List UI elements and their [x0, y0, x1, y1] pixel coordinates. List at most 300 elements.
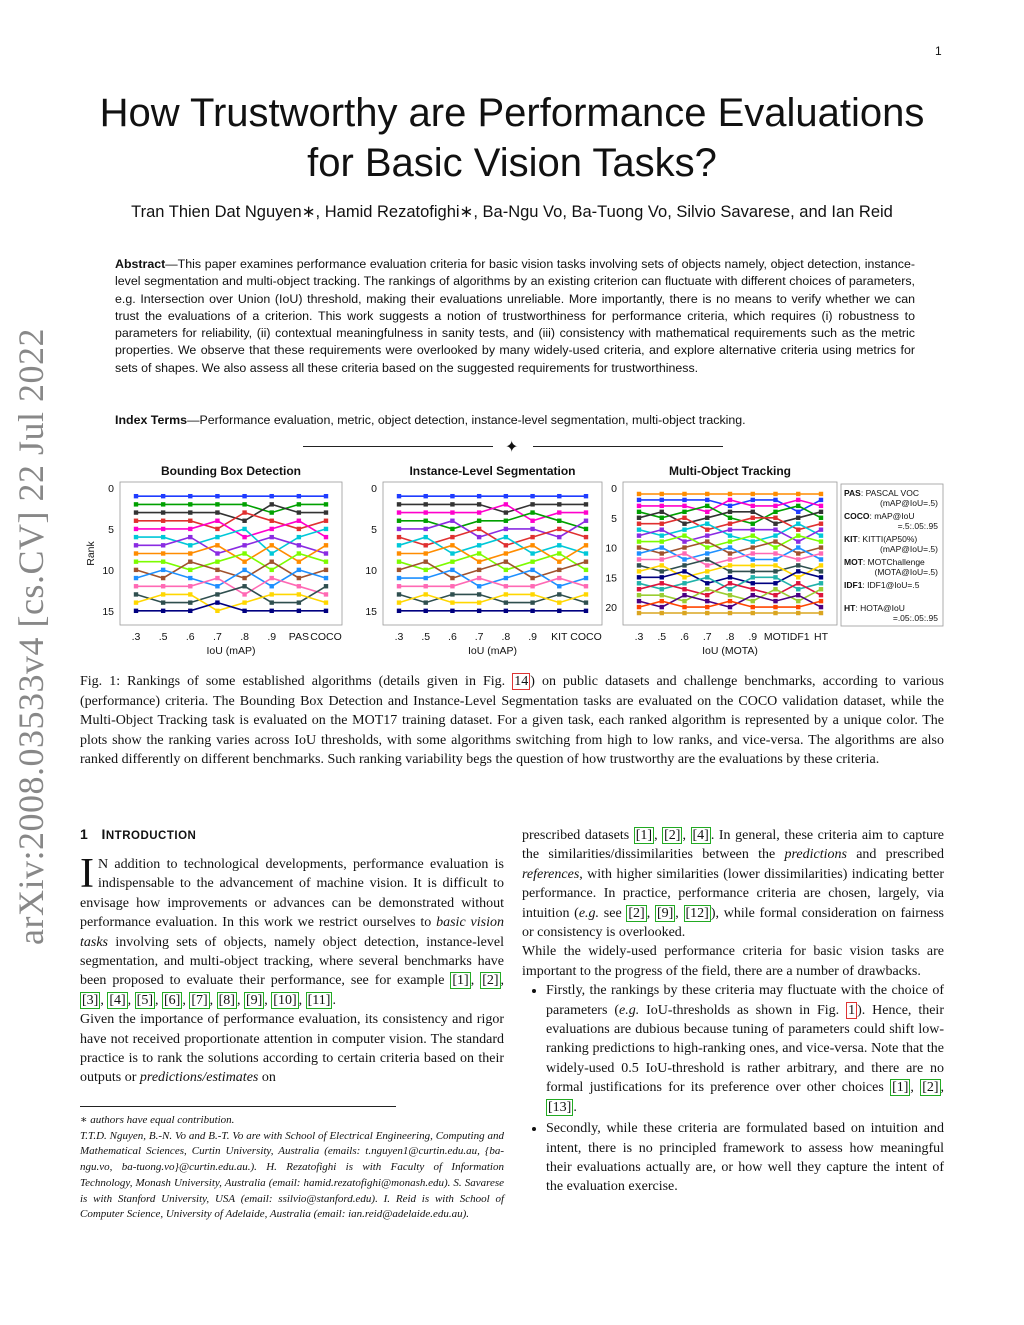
data-point [134, 551, 138, 555]
data-point [773, 569, 777, 573]
data-point [215, 519, 219, 523]
citation-2[interactable]: [2] [482, 973, 499, 989]
footnote-equal-contribution: ∗ authors have equal contribution. [80, 1114, 235, 1126]
data-point [660, 516, 664, 520]
data-point [682, 539, 686, 543]
data-point [424, 535, 428, 539]
data-point [637, 563, 641, 567]
data-point [530, 543, 534, 547]
citation[interactable]: [9] [656, 905, 674, 921]
data-point [297, 510, 301, 514]
data-point [397, 568, 401, 572]
data-point [773, 593, 777, 597]
data-point [773, 545, 777, 549]
data-point [134, 510, 138, 514]
data-point [504, 502, 508, 506]
data-point [188, 592, 192, 596]
data-point [705, 587, 709, 591]
figure-1-caption [80, 672, 944, 770]
data-point [504, 600, 508, 604]
y-tick-label: 20 [605, 602, 617, 615]
data-point [728, 581, 732, 585]
data-point [796, 563, 800, 567]
data-point [188, 609, 192, 613]
data-point [637, 557, 641, 561]
data-point [215, 543, 219, 547]
y-axis-label: Rank [85, 541, 97, 566]
data-point [557, 510, 561, 514]
data-point [161, 519, 165, 523]
data-point [477, 600, 481, 604]
index-terms [115, 413, 915, 427]
data-point [215, 584, 219, 588]
citation[interactable]: [2] [628, 905, 645, 921]
citation[interactable]: [13] [548, 1099, 572, 1115]
data-point [819, 557, 823, 561]
data-point [705, 522, 709, 526]
data-point [188, 494, 192, 498]
citation-4[interactable]: [4] [109, 992, 126, 1008]
data-point [188, 551, 192, 555]
data-point [728, 527, 732, 531]
x-tick-label: .8 [501, 631, 511, 643]
data-point [530, 609, 534, 613]
data-point [682, 522, 686, 526]
x-tick-label: IDF1 [786, 631, 810, 643]
data-point [819, 504, 823, 508]
data-point [751, 587, 755, 591]
data-point [134, 502, 138, 506]
data-point [270, 527, 274, 531]
legend-entry-detail: (mAP@IoU=.5) [880, 498, 938, 508]
data-point [324, 543, 328, 547]
legend-entry: KIT: KITTI(AP50%) [844, 534, 918, 544]
data-point [397, 551, 401, 555]
data-point [819, 545, 823, 549]
page-number: 1 [935, 44, 942, 58]
data-point [324, 559, 328, 563]
data-point [584, 494, 588, 498]
data-point [682, 498, 686, 502]
data-point [682, 551, 686, 555]
citation[interactable]: [12] [685, 905, 709, 921]
data-point [682, 563, 686, 567]
data-point [584, 551, 588, 555]
data-point [773, 557, 777, 561]
data-point [728, 504, 732, 508]
data-point [796, 522, 800, 526]
data-point [728, 510, 732, 514]
legend-entry: PAS: PASCAL VOC [844, 488, 919, 498]
data-point [705, 492, 709, 496]
data-point [450, 559, 454, 563]
data-point [557, 519, 561, 523]
data-point [215, 600, 219, 604]
data-point [819, 539, 823, 543]
data-point [660, 551, 664, 555]
list-item: • Firstly, the rankings by these criteria may fluctuate with the choice of parameters (e.g. IoU-thresholds as shown in Fig. 1 ). Hence, their evaluations are dubious because tuning of parameters could shift low-ranking predictions to high-ranking ones, and vice-versa. Note that the widely-used 0.5 IoU-threshold is rather arbitrary, and there are no formal justifications for its preference over other choices [1] , [2] , [13] . [546, 981, 944, 1117]
data-point [751, 539, 755, 543]
data-point [242, 584, 246, 588]
data-point [660, 563, 664, 567]
data-point [450, 592, 454, 596]
data-point [297, 592, 301, 596]
data-point [450, 543, 454, 547]
data-point [557, 576, 561, 580]
data-point [477, 609, 481, 613]
data-point [796, 611, 800, 615]
x-tick-label: .6 [448, 631, 457, 643]
data-point [161, 543, 165, 547]
data-point [773, 522, 777, 526]
author-list: Tran Thien Dat Nguyen∗, Hamid Rezatofighi∗, Ba-Ngu Vo, Ba-Tuong Vo, Silvio Savarese, and Ian Reid [131, 203, 893, 221]
data-point [477, 535, 481, 539]
data-point [242, 527, 246, 531]
data-point [584, 527, 588, 531]
y-tick-label: 10 [605, 542, 617, 555]
data-point [450, 568, 454, 572]
x-tick-label: .6 [185, 631, 195, 643]
fig-ref-link[interactable]: 14 [514, 674, 529, 689]
data-point [530, 502, 534, 506]
data-point [134, 519, 138, 523]
data-point [215, 502, 219, 506]
data-point [242, 559, 246, 563]
data-point [660, 504, 664, 508]
data-point [682, 569, 686, 573]
data-point [242, 510, 246, 514]
data-point [324, 535, 328, 539]
data-point [324, 494, 328, 498]
data-point [477, 584, 481, 588]
citation-10[interactable]: [10] [273, 992, 297, 1008]
data-point [324, 519, 328, 523]
y-tick-label: 5 [108, 523, 114, 536]
x-tick-label: MOT [763, 631, 788, 643]
data-point [660, 581, 664, 585]
data-point [773, 498, 777, 502]
x-tick-label: .5 [657, 631, 667, 643]
data-point [270, 494, 274, 498]
data-point [584, 592, 588, 596]
data-point [751, 569, 755, 573]
data-point [504, 510, 508, 514]
data-point [324, 600, 328, 604]
data-point [297, 535, 301, 539]
citation-6[interactable]: [6] [163, 992, 181, 1008]
data-point [819, 510, 823, 514]
data-point [705, 563, 709, 567]
data-point [682, 593, 686, 597]
data-point [819, 569, 823, 573]
citation[interactable]: [4] [692, 828, 709, 843]
data-point [751, 492, 755, 496]
data-point [504, 527, 508, 531]
data-point [270, 584, 274, 588]
x-tick-label: .6 [680, 631, 689, 643]
data-point [297, 584, 301, 588]
data-point [584, 584, 588, 588]
left-column-body [80, 851, 505, 1088]
data-point [682, 581, 686, 585]
data-point [751, 581, 755, 585]
figure-1-rank-charts [80, 460, 944, 660]
abstract-label: Abstract [115, 257, 166, 271]
data-point [450, 551, 454, 555]
section-number: 1 [80, 826, 89, 842]
data-point [796, 492, 800, 496]
data-point [242, 592, 246, 596]
data-point [637, 569, 641, 573]
data-point [324, 584, 328, 588]
x-tick-label: .3 [634, 631, 644, 643]
data-point [819, 533, 823, 537]
data-point [705, 504, 709, 508]
data-point [773, 563, 777, 567]
data-point [796, 533, 800, 537]
data-point [424, 576, 428, 580]
data-point [477, 543, 481, 547]
data-point [660, 492, 664, 496]
data-point [450, 519, 454, 523]
data-point [682, 599, 686, 603]
citation[interactable]: [2] [922, 1080, 939, 1096]
data-point [530, 527, 534, 531]
data-point [270, 568, 274, 572]
data-point [134, 559, 138, 563]
index-terms-text: —Performance evaluation, metric, object detection, instance-level segmentation, multi-object tracking. [187, 413, 746, 427]
data-point [728, 557, 732, 561]
citation-list: [1] , [2] , [3] , [4] , [5] , [6] , [7] , [8] , [9] , [10] , [11] [82, 973, 505, 1008]
data-point [751, 522, 755, 526]
data-point [705, 551, 709, 555]
data-point [682, 611, 686, 615]
data-point [705, 599, 709, 603]
x-tick-label: .3 [131, 631, 141, 643]
x-tick-label: COCO [570, 631, 602, 643]
data-point [477, 592, 481, 596]
data-point [324, 510, 328, 514]
data-point [161, 592, 165, 596]
data-point [584, 510, 588, 514]
data-point [477, 519, 481, 523]
data-point [819, 605, 823, 609]
x-tick-label: .7 [213, 631, 222, 643]
citation-3[interactable]: [3] [82, 992, 99, 1008]
data-point [215, 568, 219, 572]
intro-paragraph-1: I N addition to technological developments, performance evaluation is indispensable to the advancement of machine vision. It is difficult to envisage how improvements or advances can be demonstrated without performance evaluation. In this work we restrict ourselves to basic vision tasks involving sets of objects, namely object detection, instance-level segmentation, and multi-object tracking, where several benchmarks have been proposed to evaluate their performance, see for example [1] , [2] , [3] , [4] , [5] , [6] , [7] , [8] , [9] , [10] , [11] . [80, 851, 505, 1008]
data-point [477, 576, 481, 580]
data-point [477, 551, 481, 555]
citation-11[interactable]: [11] [307, 992, 331, 1008]
data-point [557, 600, 561, 604]
data-point [530, 576, 534, 580]
data-point [215, 527, 219, 531]
data-point [161, 510, 165, 514]
data-point [728, 533, 732, 537]
citation[interactable]: [1] [635, 828, 653, 843]
data-point [682, 557, 686, 561]
data-point [557, 592, 561, 596]
data-point [424, 592, 428, 596]
data-point [270, 502, 274, 506]
caption-prefix: Fig. 1: Rankings of some established algorithms (details given in Fig. [80, 674, 513, 689]
data-point [161, 609, 165, 613]
data-point [504, 519, 508, 523]
data-point [450, 510, 454, 514]
data-point [134, 527, 138, 531]
data-point [660, 498, 664, 502]
data-point [557, 527, 561, 531]
data-point [637, 522, 641, 526]
data-point [504, 559, 508, 563]
data-point [773, 504, 777, 508]
data-point [682, 533, 686, 537]
data-point [397, 600, 401, 604]
data-point [637, 498, 641, 502]
data-point [728, 575, 732, 579]
data-point [660, 539, 664, 543]
abstract-text: —This paper examines performance evaluation criteria for basic vision tasks involving sets of objects namely, object detection, instance-level segmentation and multi-object tracking. The rankings of algorithms by an existing criterion can fluctuate with different choices of parameters, e.g. Intersection over Union (IoU) threshold, making their evaluations unreliable. More importantly, there is no means to verify whether we can trust the evaluations of a criterion. This work suggests a notion of trustworthiness for performance criteria, which requires (i) robustness to parameters for reliability, (ii) contextual meaningfulness in sanity tests, and (iii) consistency with mathematical requirements such as the metric properties. We observe that these requirements were overlooked by many widely-used criteria, and explore alternative criteria using metrics for sets of shapes. We also assess all these criteria based on the suggested requirements for trustworthiness. [115, 257, 915, 375]
data-point [324, 609, 328, 613]
data-point [324, 576, 328, 580]
data-point [796, 599, 800, 603]
data-point [557, 551, 561, 555]
citation[interactable]: [1] [892, 1080, 909, 1096]
data-point [584, 543, 588, 547]
data-point [161, 559, 165, 563]
data-point [188, 502, 192, 506]
data-point [297, 551, 301, 555]
legend-entry-detail: (MOTA@IoU=.5) [874, 567, 938, 577]
citation-9[interactable]: [9] [245, 992, 263, 1008]
data-point [796, 539, 800, 543]
data-point [242, 502, 246, 506]
citation-8[interactable]: [8] [218, 992, 235, 1008]
legend-entry-detail: (mAP@IoU=.5) [880, 544, 938, 554]
data-point [270, 535, 274, 539]
y-tick-label: 15 [365, 605, 377, 618]
data-point [450, 535, 454, 539]
data-point [819, 551, 823, 555]
data-point [134, 568, 138, 572]
data-point [450, 584, 454, 588]
data-point [530, 584, 534, 588]
data-point [637, 587, 641, 591]
data-point [557, 609, 561, 613]
x-tick-label: .8 [725, 631, 735, 643]
x-tick-label: .8 [240, 631, 249, 643]
data-point [504, 592, 508, 596]
data-point [660, 575, 664, 579]
data-point [242, 519, 246, 523]
data-point [477, 527, 481, 531]
data-point [660, 569, 664, 573]
data-point [705, 539, 709, 543]
citation-1[interactable]: [1] [452, 973, 469, 989]
x-tick-label: .7 [702, 631, 712, 643]
data-point [397, 535, 401, 539]
data-point [637, 510, 641, 514]
data-point [270, 592, 274, 596]
data-point [705, 510, 709, 514]
data-point [530, 494, 534, 498]
data-point [637, 527, 641, 531]
data-point [682, 492, 686, 496]
data-point [705, 581, 709, 585]
data-point [751, 605, 755, 609]
data-point [530, 519, 534, 523]
y-tick-label: 0 [611, 483, 617, 495]
data-point [819, 575, 823, 579]
data-point [751, 551, 755, 555]
citation-5[interactable]: [5] [136, 992, 153, 1008]
data-point [397, 584, 401, 588]
data-point [728, 522, 732, 526]
data-point [424, 502, 428, 506]
data-point [660, 611, 664, 615]
fig-ref-link[interactable]: 1 [848, 1002, 856, 1018]
data-point [682, 545, 686, 549]
data-point [134, 584, 138, 588]
y-tick-label: 5 [611, 512, 617, 525]
data-point [819, 527, 823, 531]
data-point [424, 609, 428, 613]
data-point [751, 533, 755, 537]
data-point [637, 575, 641, 579]
data-point [424, 519, 428, 523]
data-point [530, 600, 534, 604]
data-point [819, 593, 823, 597]
data-point [660, 527, 664, 531]
data-point [660, 599, 664, 603]
data-point [660, 557, 664, 561]
data-point [637, 611, 641, 615]
y-tick-label: 5 [371, 523, 377, 536]
x-tick-label: .7 [474, 631, 484, 643]
citation-7[interactable]: [7] [191, 992, 208, 1008]
data-point [705, 533, 709, 537]
data-point [728, 498, 732, 502]
data-point [161, 568, 165, 572]
data-point [773, 551, 777, 555]
data-point [397, 527, 401, 531]
x-axis-label: IoU (mAP) [206, 645, 256, 657]
data-point [584, 535, 588, 539]
data-point [424, 559, 428, 563]
data-point [134, 576, 138, 580]
data-point [773, 611, 777, 615]
data-point [450, 609, 454, 613]
data-point [728, 492, 732, 496]
citation[interactable]: [2] [664, 828, 681, 843]
data-point [297, 559, 301, 563]
data-point [297, 527, 301, 531]
data-point [188, 559, 192, 563]
data-point [504, 543, 508, 547]
x-tick-label: KIT [551, 631, 568, 643]
data-point [660, 605, 664, 609]
index-terms-label: Index Terms [115, 413, 188, 427]
x-tick-label: COCO [310, 631, 342, 643]
footnote-rule [80, 1106, 396, 1107]
arxiv-stamp: arXiv:2008.03533v4 [cs.CV] 22 Jul 2022 [11, 328, 51, 945]
data-point [530, 559, 534, 563]
data-point [660, 510, 664, 514]
data-point [530, 568, 534, 572]
chart-title: Multi-Object Tracking [668, 464, 792, 478]
data-point [161, 576, 165, 580]
